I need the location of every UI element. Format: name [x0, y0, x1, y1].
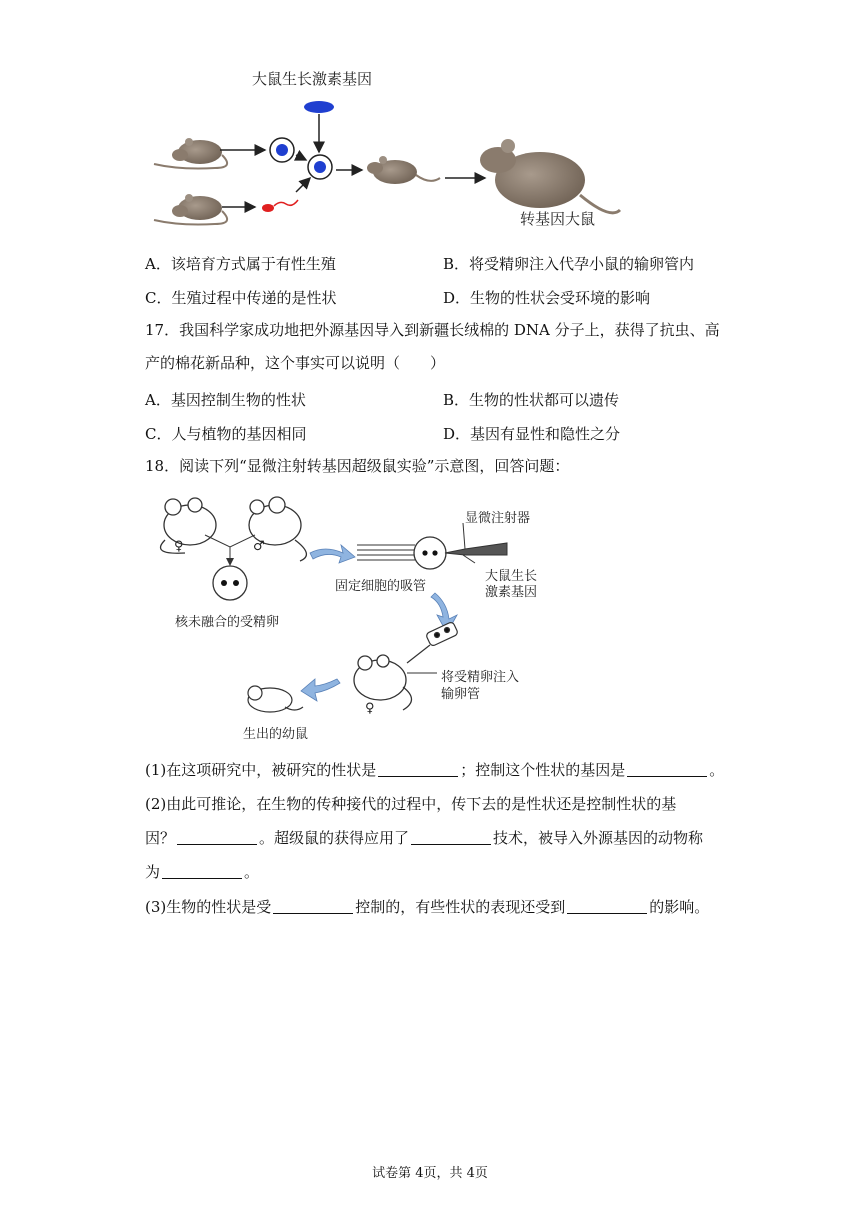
q18-part2-text-e: 为 [145, 863, 161, 881]
answer-blank-2[interactable] [627, 762, 707, 777]
answer-blank-5[interactable] [162, 864, 242, 879]
female-symbol: ♀ [174, 539, 184, 554]
female-symbol-2: ♀ [365, 701, 375, 716]
gene-ellipse [304, 101, 334, 113]
q18-part1-text-c: 。 [709, 761, 725, 779]
q18-part2-text-c: 。超级鼠的获得应用了 [259, 829, 410, 847]
q18-part2-line2 [145, 829, 703, 847]
rat-icon-male [154, 194, 227, 225]
q17-option-d: D．基因有显性和隐性之分 [443, 425, 621, 443]
sperm-icon [262, 200, 298, 212]
q18-part3-text-b: 控制的，有些性状的表现还受到 [355, 898, 566, 916]
rat-icon-offspring [367, 156, 440, 184]
mouse-icon-recipient [354, 655, 412, 710]
q18-part2-text-b: 因？ [145, 829, 176, 847]
microinjector [445, 543, 507, 555]
figure-transgenic-rat [140, 60, 640, 240]
q17-option-c: C．人与植物的基因相同 [145, 425, 307, 443]
mouse-icon-female [161, 498, 217, 553]
q17-option-b: B．生物的性状都可以遗传 [443, 391, 620, 409]
answer-blank-6[interactable] [273, 899, 353, 914]
answer-blank-7[interactable] [567, 899, 647, 914]
q18-part2-text-f: 。 [244, 863, 260, 881]
flow-arrow-1 [310, 545, 355, 563]
q18-part3 [145, 898, 709, 916]
q18-part2-text-d: 技术，被导入外源基因的动物称 [493, 829, 704, 847]
zygote-label: 核未融合的受精卵 [175, 615, 280, 630]
answer-blank-4[interactable] [411, 830, 491, 845]
q16-option-d: D．生物的性状会受环境的影响 [443, 289, 651, 307]
page-footer: 试卷第 4页，共 4页 [372, 1166, 488, 1181]
q18-stem: 18．阅读下列“显微注射转基因超级鼠实验”示意图，回答问题： [145, 457, 570, 475]
figure-microinjection [145, 495, 565, 745]
q18-part3-text-c: 的影响。 [649, 898, 710, 916]
holding-pipette [357, 545, 415, 560]
pup-label: 生出的幼鼠 [243, 727, 309, 742]
rat-icon-female [154, 138, 227, 169]
gene-label-line1: 大鼠生长 [485, 569, 538, 584]
egg-in-pipette [414, 537, 446, 569]
q18-part2-line3 [145, 863, 259, 881]
inject-label-line2: 输卵管 [441, 687, 481, 702]
injector-label: 显微注射器 [465, 511, 531, 526]
syringe-icon [407, 621, 459, 663]
q17-stem-line2: 产的棉花新品种，这个事实可以说明（ ） [145, 354, 446, 372]
q18-part3-text-a: (3)生物的性状是受 [145, 898, 272, 916]
answer-blank-3[interactable] [177, 830, 257, 845]
q16-option-c: C．生殖过程中传递的是性状 [145, 289, 337, 307]
gene-label: 大鼠生长激素基因 [252, 70, 373, 88]
pipette-label: 固定细胞的吸管 [335, 579, 427, 594]
inject-label-line1: 将受精卵注入 [441, 670, 520, 685]
q17-option-a: A．基因控制生物的性状 [145, 391, 306, 409]
flow-arrow-3 [301, 679, 340, 701]
male-symbol: ♂ [253, 539, 265, 554]
q17-stem-line1: 17．我国科学家成功地把外源基因导入到新疆长绒棉的 DNA 分子上，获得了抗虫、高 [145, 321, 720, 339]
rat-icon-transgenic [480, 139, 620, 213]
q18-part1-text-a: (1)在这项研究中，被研究的性状是 [145, 761, 377, 779]
q18-part2-line1: (2)由此可推论，在生物的传种接代的过程中，传下去的是性状还是控制性状的基 [145, 795, 677, 813]
q16-option-b: B．将受精卵注入代孕小鼠的输卵管内 [443, 255, 695, 273]
q18-part1 [145, 761, 724, 779]
pup-icon [248, 686, 303, 712]
zygote-cell [213, 566, 247, 600]
q18-part1-text-b: ；控制这个性状的基因是 [460, 761, 626, 779]
result-label: 转基因大鼠 [520, 210, 596, 228]
answer-blank-1[interactable] [378, 762, 458, 777]
gene-label-line2: 激素基因 [485, 585, 538, 600]
q16-option-a: A．该培育方式属于有性生殖 [145, 255, 336, 273]
